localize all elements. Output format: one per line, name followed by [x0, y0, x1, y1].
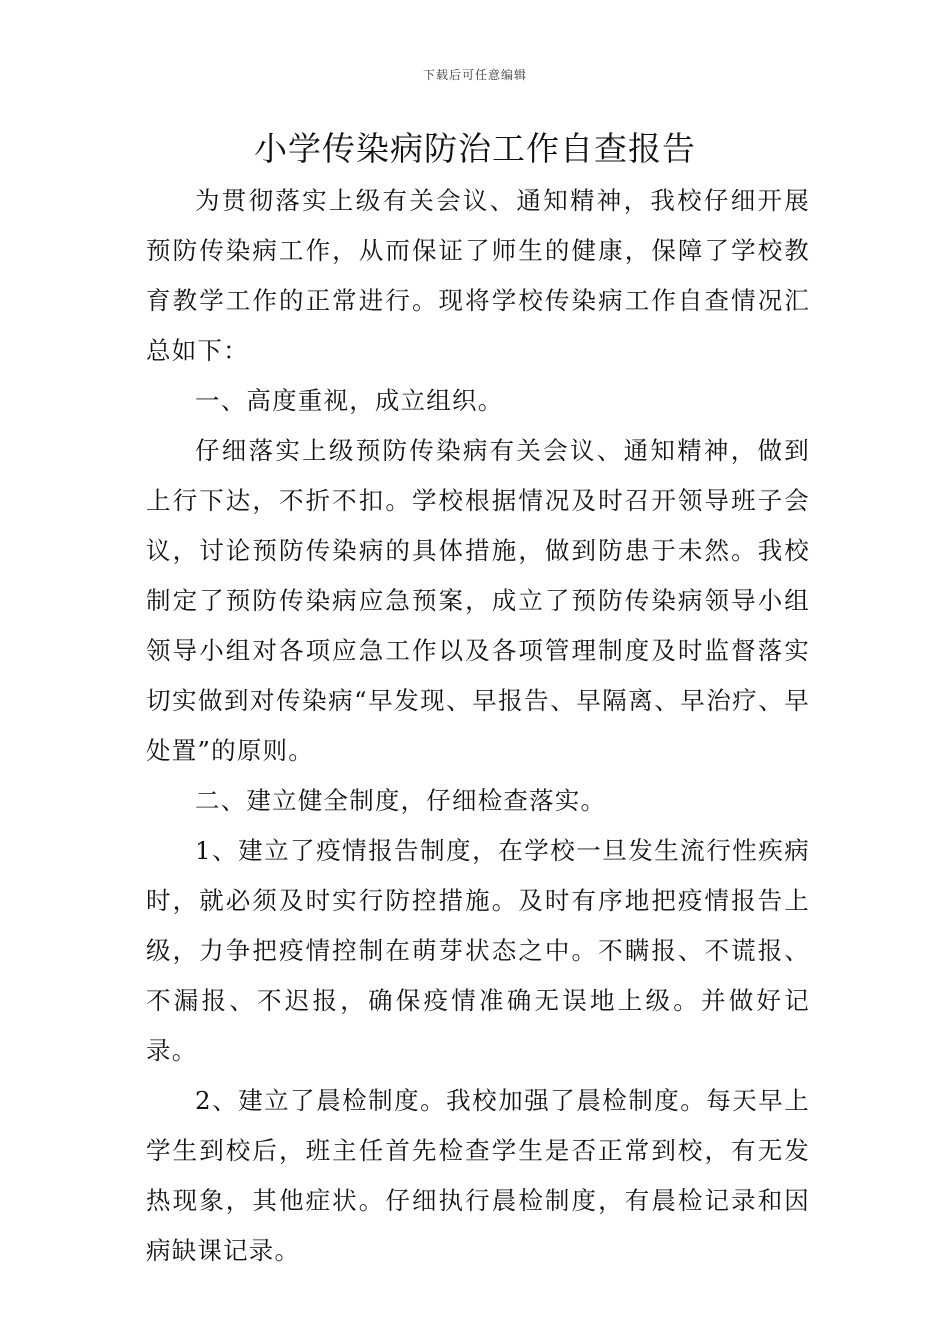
header-note: 下载后可任意编辑 [422, 68, 527, 82]
paragraph-item-1: 1、建立了疫情报告制度，在学校一旦发生流行性疾病时，就必须及时实行防控措施。及时有序地把疫情报告上级，力争把疫情控制在萌芽状态之中。不瞒报、不谎报、不漏报、不迟报，确保疫情准确无误地上级。并做好记录。 [146, 836, 810, 1065]
section-heading-1: 一、高度重视，成立组织。 [195, 386, 504, 415]
document-title: 小学传染病防治工作自查报告 [254, 129, 696, 168]
section-heading-2: 二、建立健全制度，仔细检查落实。 [195, 786, 607, 815]
paragraph-section-1: 仔细落实上级预防传染病有关会议、通知精神，做到上行下达，不折不扣。学校根据情况及时召开领导班子会议，讨论预防传染病的具体措施，做到防患于未然。我校制定了预防传染病应急预案，成立了预防传染病领导小组领导小组对各项应急工作以及各项管理制度及时监督落实切实做到对传染病“早发现、早报告、早隔离、早治疗、早处置”的原则。 [146, 436, 810, 765]
paragraph-item-2: 2、建立了晨检制度。我校加强了晨检制度。每天早上学生到校后，班主任首先检查学生是否正常到校，有无发热现象，其他症状。仔细执行晨检制度，有晨检记录和因病缺课记录。 [146, 1086, 810, 1265]
paragraph-intro: 为贯彻落实上级有关会议、通知精神，我校仔细开展预防传染病工作，从而保证了师生的健康，保障了学校教育教学工作的正常进行。现将学校传染病工作自查情况汇总如下： [146, 186, 810, 365]
document-body [146, 176, 810, 1276]
